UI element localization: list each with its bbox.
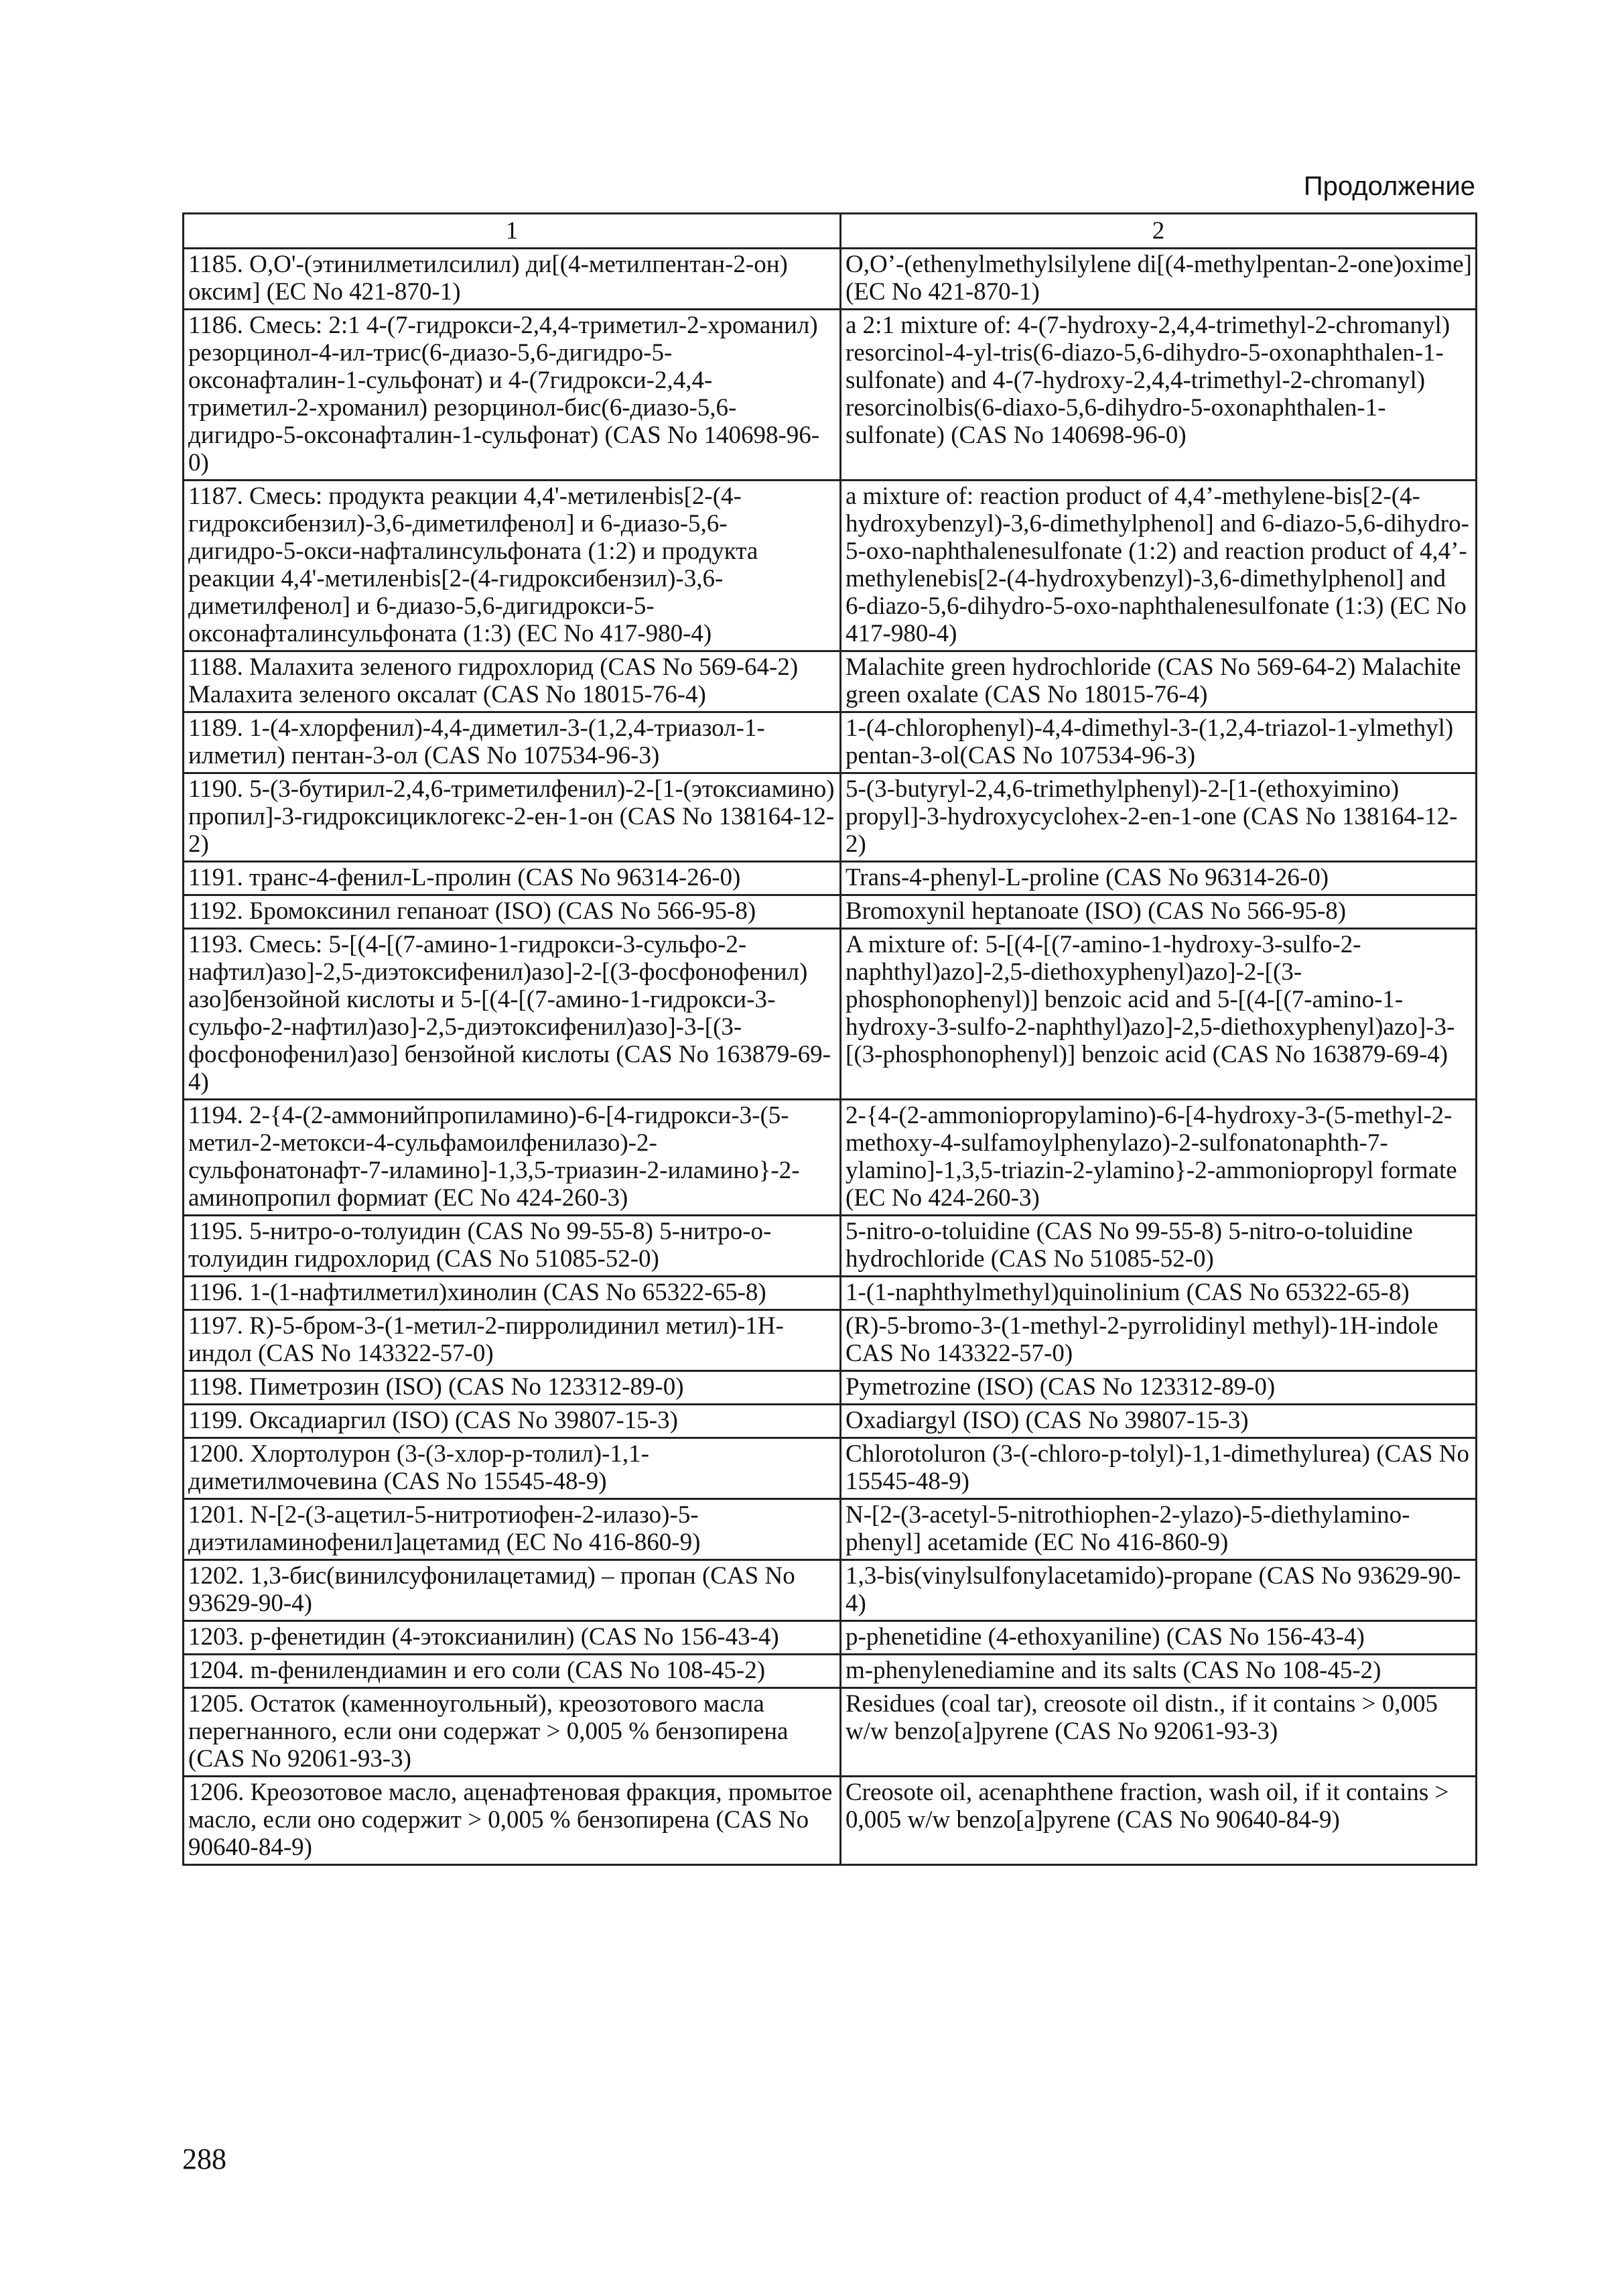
table-row: [184, 1216, 1477, 1277]
english-name-cell: N-[2-(3-acetyl-5-nitrothiophen-2-ylazo)-5-diethylamino-phenyl] acetamide (EC No 416-860-9): [841, 1499, 1477, 1560]
substances-table: [182, 212, 1477, 1866]
russian-name-cell: 1206. Креозотовое масло, аценафтеновая фракция, промытое масло, если оно содержит > 0,005 % бензопирена (CAS No 90640-84-9): [184, 1777, 841, 1865]
english-name-cell: 1-(4-chlorophenyl)-4,4-dimethyl-3-(1,2,4-triazol-1-ylmethyl) pentan-3-ol(CAS No 107534-96-3): [841, 712, 1477, 773]
english-name-cell: 5-(3-butyryl-2,4,6-trimethylphenyl)-2-[1-(ethoxyimino) propyl]-3-hydroxycyclohex-2-en-1-one (CAS No 138164-12-2): [841, 773, 1477, 862]
table-row: [184, 1621, 1477, 1655]
column-header-2: 2: [841, 214, 1477, 249]
english-name-cell: Residues (coal tar), creosote oil distn., if it contains > 0,005 w/w benzo[a]pyrene (CAS No 92061-93-3): [841, 1688, 1477, 1777]
table-body: [184, 249, 1477, 1865]
english-name-cell: 1-(1-naphthylmethyl)quinolinium (CAS No 65322-65-8): [841, 1277, 1477, 1310]
english-name-cell: p-phenetidine (4-ethoxyaniline) (CAS No 156-43-4): [841, 1621, 1477, 1655]
russian-name-cell: 1200. Хлортолурон (3-(3-хлор-р-толил)-1,1-диметилмочевина (CAS No 15545-48-9): [184, 1438, 841, 1499]
english-name-cell: 2-{4-(2-ammoniopropylamino)-6-[4-hydroxy-3-(5-methyl-2-methoxy-4-sulfamoylphenylazo)-2-sulfonatonaphth-7-ylamino]-1,3,5-triazin-2-ylamino}-2-ammoniopropyl formate (EC No 424-260-3): [841, 1100, 1477, 1216]
table-row: [184, 249, 1477, 310]
table-row: [184, 929, 1477, 1100]
table-row: [184, 1438, 1477, 1499]
table-row: [184, 895, 1477, 929]
table-row: [184, 1310, 1477, 1371]
english-name-cell: Pymetrozine (ISO) (CAS No 123312-89-0): [841, 1371, 1477, 1405]
table-row: [184, 1688, 1477, 1777]
russian-name-cell: 1198. Пиметрозин (ISO) (CAS No 123312-89-0): [184, 1371, 841, 1405]
russian-name-cell: 1203. p-фенетидин (4-этоксианилин) (CAS No 156-43-4): [184, 1621, 841, 1655]
table-row: [184, 862, 1477, 895]
russian-name-cell: 1191. транс-4-фенил-L-пролин (CAS No 96314-26-0): [184, 862, 841, 895]
russian-name-cell: 1188. Малахита зеленого гидрохлорид (CAS No 569-64-2) Малахита зеленого оксалат (CAS No 18015-76-4): [184, 651, 841, 712]
english-name-cell: A mixture of: 5-[(4-[(7-amino-1-hydroxy-3-sulfo-2-naphthyl)azo]-2,5-diethoxyphenyl)azo]-2-[(3-phosphonophenyl)] benzoic acid and 5-[(4-[(7-amino-1-hydroxy-3-sulfo-2-naphthyl)azo]-2,5-diethoxyphenyl)azo]-3-[(3-phosphonophenyl)] benzoic acid (CAS No 163879-69-4): [841, 929, 1477, 1100]
column-header-1: 1: [184, 214, 841, 249]
russian-name-cell: 1194. 2-{4-(2-аммонийпропиламино)-6-[4-гидрокси-3-(5-метил-2-метокси-4-сульфамоилфенилазо)-2-сульфонатонафт-7-иламино]-1,3,5-триазин-2-иламино}-2-аминопропил формиат (EC No 424-260-3): [184, 1100, 841, 1216]
english-name-cell: m-phenylenediamine and its salts (CAS No 108-45-2): [841, 1655, 1477, 1688]
table-row: [184, 712, 1477, 773]
english-name-cell: a 2:1 mixture of: 4-(7-hydroxy-2,4,4-trimethyl-2-chromanyl) resorcinol-4-yl-tris(6-diazo-5,6-dihydro-5-oxonaphthalen-1-sulfonate) and 4-(7-hydroxy-2,4,4-trimethyl-2-chromanyl) resorcinolbis(6-diaxo-5,6-dihydro-5-oxonaphthalen-1-sulfonate) (CAS No 140698-96-0): [841, 310, 1477, 481]
page-number: 288: [182, 2143, 226, 2175]
table-row: [184, 1499, 1477, 1560]
table-row: [184, 651, 1477, 712]
english-name-cell: Bromoxynil heptanoate (ISO) (CAS No 566-95-8): [841, 895, 1477, 929]
russian-name-cell: 1197. R)-5-бром-3-(1-метил-2-пирролидинил метил)-1H-индол (CAS No 143322-57-0): [184, 1310, 841, 1371]
table-header-row: [184, 214, 1477, 249]
english-name-cell: Oxadiargyl (ISO) (CAS No 39807-15-3): [841, 1405, 1477, 1438]
english-name-cell: Trans-4-phenyl-L-proline (CAS No 96314-26-0): [841, 862, 1477, 895]
russian-name-cell: 1202. 1,3-бис(винилсуфонилацетамид) – пропан (CAS No 93629-90-4): [184, 1560, 841, 1621]
table-row: [184, 1405, 1477, 1438]
russian-name-cell: 1186. Смесь: 2:1 4-(7-гидрокси-2,4,4-триметил-2-хроманил) резорцинол-4-ил-трис(6-диазо-5,6-дигидро-5-оксонафталин-1-сульфонат) и 4-(7гидрокси-2,4,4-триметил-2-хроманил) резорцинол-бис(6-диазо-5,6-дигидро-5-оксонафталин-1-сульфонат) (CAS No 140698-96-0): [184, 310, 841, 481]
russian-name-cell: 1190. 5-(3-бутирил-2,4,6-триметилфенил)-2-[1-(этоксиамино) пропил]-3-гидроксициклогекс-2-ен-1-он (CAS No 138164-12-2): [184, 773, 841, 862]
english-name-cell: Malachite green hydrochloride (CAS No 569-64-2) Malachite green oxalate (CAS No 18015-76-4): [841, 651, 1477, 712]
english-name-cell: Chlorotoluron (3-(-chloro-p-tolyl)-1,1-dimethylurea) (CAS No 15545-48-9): [841, 1438, 1477, 1499]
english-name-cell: 1,3-bis(vinylsulfonylacetamido)-propane (CAS No 93629-90-4): [841, 1560, 1477, 1621]
russian-name-cell: 1187. Смесь: продукта реакции 4,4'-метиленbis[2-(4-гидроксибензил)-3,6-диметилфенол] и 6-диазо-5,6-дигидро-5-окси-нафталинсульфоната (1:2) и продукта реакции 4,4'-метиленbis[2-(4-гидроксибензил)-3,6-диметилфенол] и 6-диазо-5,6-дигидрокси-5-оксонафталинсульфоната (1:3) (EC No 417-980-4): [184, 481, 841, 651]
russian-name-cell: 1205. Остаток (каменноугольный), креозотового масла перегнанного, если они содержат > 0,005 % бензопирена (CAS No 92061-93-3): [184, 1688, 841, 1777]
english-name-cell: 5-nitro-o-toluidine (CAS No 99-55-8) 5-nitro-o-toluidine hydrochloride (CAS No 51085-52-0): [841, 1216, 1477, 1277]
russian-name-cell: 1189. 1-(4-хлорфенил)-4,4-диметил-3-(1,2,4-триазол-1-илметил) пентан-3-ол (CAS No 107534-96-3): [184, 712, 841, 773]
continuation-label: Продолжение: [1303, 172, 1475, 201]
table-row: [184, 1777, 1477, 1865]
russian-name-cell: 1195. 5-нитро-о-толуидин (CAS No 99-55-8) 5-нитро-о-толуидин гидрохлорид (CAS No 51085-52-0): [184, 1216, 841, 1277]
table-row: [184, 481, 1477, 651]
russian-name-cell: 1192. Бромоксинил гепаноат (ISO) (CAS No 566-95-8): [184, 895, 841, 929]
russian-name-cell: 1185. O,O'-(этинилметилсилил) ди[(4-метилпентан-2-он) оксим] (EC No 421-870-1): [184, 249, 841, 310]
table-row: [184, 1371, 1477, 1405]
russian-name-cell: 1193. Смесь: 5-[(4-[(7-амино-1-гидрокси-3-сульфо-2-нафтил)азо]-2,5-диэтоксифенил)азо]-2-[(3-фосфонофенил) азо]бензойной кислоты и 5-[(4-[(7-амино-1-гидрокси-3-сульфо-2-нафтил)азо]-2,5-диэтоксифенил)азо]-3-[(3-фосфонофенил)азо] бензойной кислоты (CAS No 163879-69-4): [184, 929, 841, 1100]
table-row: [184, 1277, 1477, 1310]
russian-name-cell: 1196. 1-(1-нафтилметил)хинолин (CAS No 65322-65-8): [184, 1277, 841, 1310]
english-name-cell: Creosote oil, acenaphthene fraction, wash oil, if it contains > 0,005 w/w benzo[a]pyrene (CAS No 90640-84-9): [841, 1777, 1477, 1865]
table-row: [184, 1560, 1477, 1621]
russian-name-cell: 1204. m-фенилендиамин и его соли (CAS No 108-45-2): [184, 1655, 841, 1688]
table-row: [184, 1655, 1477, 1688]
russian-name-cell: 1199. Оксадиаргил (ISO) (CAS No 39807-15-3): [184, 1405, 841, 1438]
english-name-cell: (R)-5-bromo-3-(1-methyl-2-pyrrolidinyl methyl)-1H-indole CAS No 143322-57-0): [841, 1310, 1477, 1371]
russian-name-cell: 1201. N-[2-(3-ацетил-5-нитротиофен-2-илазо)-5-диэтиламинофенил]ацетамид (EC No 416-860-9): [184, 1499, 841, 1560]
english-name-cell: O,O’-(ethenylmethylsilylene di[(4-methylpentan-2-one)oxime] (EC No 421-870-1): [841, 249, 1477, 310]
table-row: [184, 1100, 1477, 1216]
table-row: [184, 773, 1477, 862]
english-name-cell: a mixture of: reaction product of 4,4’-methylene-bis[2-(4-hydroxybenzyl)-3,6-dimethylphenol] and 6-diazo-5,6-dihydro-5-oxo-naphthalenesulfonate (1:2) and reaction product of 4,4’-methylenebis[2-(4-hydroxybenzyl)-3,6-dimethylphenol] and 6-diazo-5,6-dihydro-5-oxo-naphthalenesulfonate (1:3) (EC No 417-980-4): [841, 481, 1477, 651]
table-row: [184, 310, 1477, 481]
